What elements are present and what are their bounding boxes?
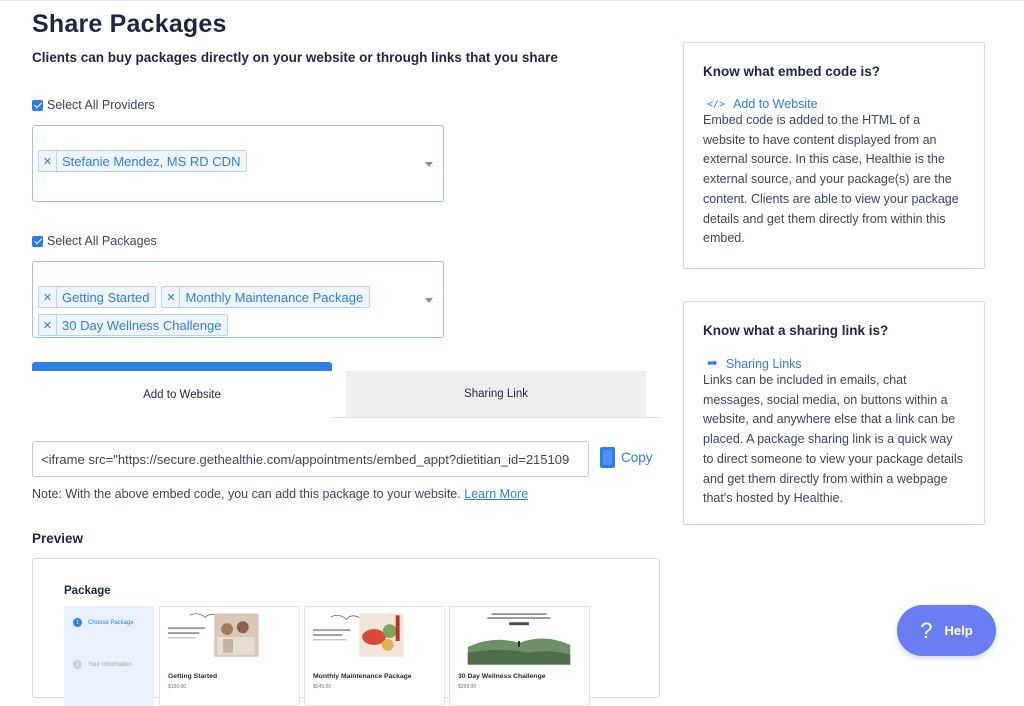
package-card-price: $245.00 <box>313 684 332 690</box>
question-icon: ? <box>920 617 933 643</box>
learn-more-link[interactable]: Learn More <box>464 487 529 501</box>
sharing-links-link[interactable] <box>707 356 965 371</box>
preview-step <box>73 660 132 669</box>
embed-info-title: Know what embed code is? <box>703 64 881 79</box>
step-label: Choose Package <box>88 619 134 626</box>
tab-divider <box>332 417 660 418</box>
select-all-packages-checkbox[interactable] <box>32 236 43 247</box>
package-tag-label: 30 Day Wellness Challenge <box>62 317 222 333</box>
preview-frame <box>32 558 660 698</box>
embed-code-field[interactable]: <iframe src="https://secure.gethealthie.com/appointments/embed_appt?dietitian_id=215109 <box>32 441 589 477</box>
copy-label: Copy <box>621 450 653 465</box>
preview-label: Preview <box>32 531 84 546</box>
select-all-packages[interactable] <box>32 234 157 248</box>
help-button[interactable] <box>897 605 996 656</box>
remove-tag-icon[interactable]: ✕ <box>39 151 57 171</box>
embed-note-text: Note: With the above embed code, you can add this package to your website. <box>32 487 461 501</box>
select-all-providers-checkbox[interactable] <box>32 100 43 111</box>
copy-button[interactable] <box>600 447 653 468</box>
provider-tag <box>38 150 247 172</box>
sharing-info-card <box>683 301 985 525</box>
preview-package-card <box>159 606 300 706</box>
preview-package-card <box>304 606 445 706</box>
copy-icon <box>600 447 615 468</box>
package-image <box>305 607 444 669</box>
tab-add-to-website[interactable]: Add to Website <box>32 362 332 418</box>
step-number: 1 <box>73 618 82 627</box>
package-card-name: Getting Started <box>168 673 218 680</box>
sharing-info-body: Links can be included in emails, chat messages, social media, on buttons within a website, and anywhere else that a link can be placed. A package sharing link is a quick way to direct someone to view your package details and get them directly from within a webpage that's hosted by Healthie. <box>703 373 963 506</box>
select-all-providers[interactable] <box>32 98 155 112</box>
package-image <box>160 607 299 669</box>
help-label: Help <box>944 623 973 638</box>
remove-tag-icon[interactable]: ✕ <box>39 315 57 335</box>
top-divider <box>0 0 1024 1</box>
step-number: 2 <box>73 660 82 669</box>
package-card-name: Monthly Maintenance Package <box>313 673 412 680</box>
package-tag <box>161 286 370 308</box>
provider-tag-label: Stefanie Mendez, MS RD CDN <box>62 153 241 169</box>
packages-multiselect[interactable] <box>32 261 444 338</box>
share-arrow-icon: ➦ <box>707 356 718 371</box>
page-title: Share Packages <box>32 10 227 38</box>
preview-steps <box>64 606 154 706</box>
page-subtitle: Clients can buy packages directly on your website or through links that you share <box>32 50 558 65</box>
preview-step <box>73 618 134 627</box>
package-card-price: $299.00 <box>458 684 477 690</box>
embed-note <box>32 487 528 501</box>
add-to-website-link-label: Add to Website <box>733 97 818 111</box>
package-card-price: $150.00 <box>168 684 187 690</box>
package-card-name: 30 Day Wellness Challenge <box>458 673 546 680</box>
select-all-providers-label: Select All Providers <box>47 98 155 112</box>
providers-multiselect[interactable] <box>32 125 444 202</box>
step-label: Your Information <box>88 661 132 668</box>
preview-package-card <box>449 606 590 706</box>
embed-info-body: Embed code is added to the HTML of a website to have content displayed from an external source. In this case, Healthie is the external source, and your package(s) are the content. Clients are able to view your package details and get them directly from within this embed. <box>703 113 959 246</box>
add-to-website-link[interactable] <box>707 97 965 111</box>
select-all-packages-label: Select All Packages <box>47 234 157 248</box>
remove-tag-icon[interactable]: ✕ <box>39 287 57 307</box>
package-tag <box>38 314 228 336</box>
package-tag-label: Monthly Maintenance Package <box>185 289 364 305</box>
sharing-links-link-label: Sharing Links <box>725 356 802 371</box>
remove-tag-icon[interactable]: ✕ <box>162 287 180 307</box>
chevron-down-icon[interactable] <box>425 298 433 303</box>
chevron-down-icon[interactable] <box>425 162 433 167</box>
package-image <box>450 607 589 669</box>
code-icon: </> <box>707 98 726 110</box>
package-tag <box>38 286 156 308</box>
embed-info-card <box>683 42 985 269</box>
sharing-info-title: Know what a sharing link is? <box>703 323 889 338</box>
package-tag-label: Getting Started <box>62 289 150 305</box>
tab-sharing-link[interactable]: Sharing Link <box>346 371 646 417</box>
preview-widget-title: Package <box>64 585 111 597</box>
